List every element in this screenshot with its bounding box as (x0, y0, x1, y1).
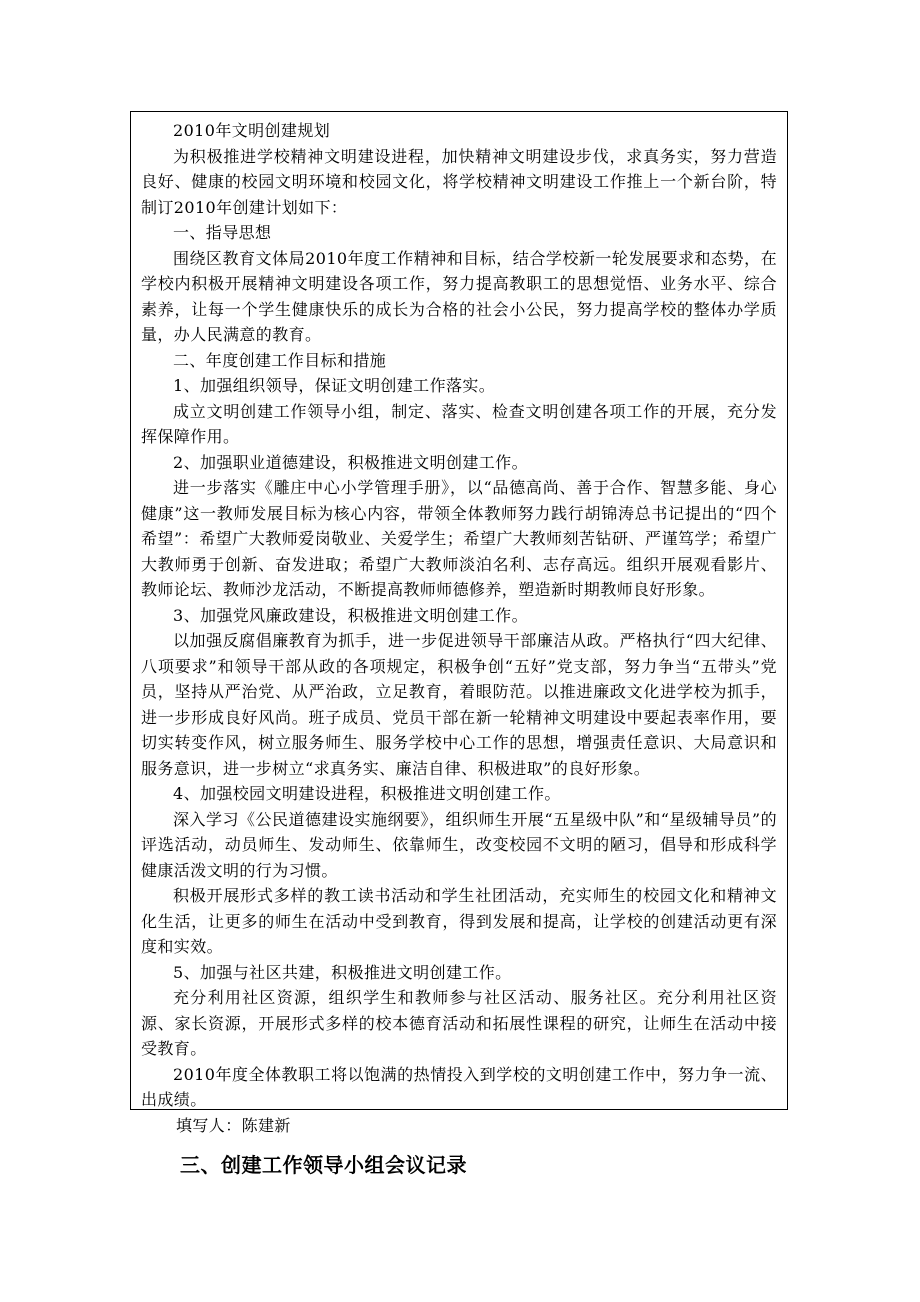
measure-4-heading: 4、加强校园文明建设进程，积极推进文明创建工作。 (173, 784, 561, 803)
doc-title: 2010年文明创建规划 (173, 121, 331, 140)
measure-2-paragraph: 进一步落实《雕庄中心小学管理手册》，以“品德高尚、善于合作、智慧多能、身心健康”这一教师发展目标为核心内容，带领全体教师努力践行胡锦涛总书记提出的“四个希望”：希望广大教师爱岗敬业、关爱学生；希望广大教师刻苦钻研、严谨笃学；希望广大教师勇于创新、奋发进取；希望广大教师淡泊名利、志存高远。组织开展观看影片、教师论坛、教师沙龙活动，不断提高教师师德修养，塑造新时期教师良好形象。 (141, 478, 777, 599)
measure-5-heading: 5、加强与社区共建，积极推进文明创建工作。 (173, 962, 512, 982)
section-heading-goals-measures: 二、年度创建工作目标和措施 (173, 350, 387, 370)
measure-4-paragraph-1: 深入学习《公民道德建设实施纲要》，组织师生开展“五星级中队”和“星级辅导员”的评选活动，动员师生、发动师生、依靠师生，改变校园不文明的陋习，倡导和形成科学健康活泼文明的行为习惯。 (141, 809, 777, 880)
signer-line: 填写人：陈建新 (176, 1116, 291, 1135)
section-heading-meeting-records: 三、创建工作领导小组会议记录 (180, 1153, 467, 1177)
intro-paragraph: 为积极推进学校精神文明建设进程，加快精神文明建设步伐，求真务实，努力营造良好、健康的校园文明环境和校园文化，将学校精神文明建设工作推上一个新台阶，特制订2010年创建计划如下： (141, 146, 777, 217)
measure-1-paragraph: 成立文明创建工作领导小组，制定、落实、检查文明创建各项工作的开展，充分发挥保障作用。 (141, 401, 777, 446)
measure-2-heading: 2、加强职业道德建设，积极推进文明创建工作。 (173, 452, 528, 472)
closing-paragraph: 2010年度全体教职工将以饱满的热情投入到学校的文明创建工作中，努力争一流、出成绩。 (141, 1064, 777, 1109)
section-heading-guiding-thought: 一、指导思想 (173, 223, 272, 242)
plan-table-cell (130, 111, 788, 1110)
measure-3-paragraph: 以加强反腐倡廉教育为抓手，进一步促进领导干部廉洁从政。严格执行“四大纪律、八项要求”和领导干部从政的各项规定，积极争创“五好”党支部，努力争当“五带头”党员，坚持从严治党、从严治政，立足教育，着眼防范。以推进廉政文化进学校为抓手，进一步形成良好风尚。班子成员、党员干部在新一轮精神文明建设中要起表率作用，要切实转变作风，树立服务师生、服务学校中心工作的思想，增强责任意识、大局意识和服务意识，进一步树立“求真务实、廉洁自律、积极进取”的良好形象。 (141, 631, 777, 778)
measure-4-paragraph-2: 积极开展形式多样的教工读书活动和学生社团活动，充实师生的校园文化和精神文化生活，让更多的师生在活动中受到教育，得到发展和提高，让学校的创建活动更有深度和实效。 (141, 886, 777, 956)
measure-3-heading: 3、加强党风廉政建设，积极推进文明创建工作。 (173, 605, 528, 625)
guiding-thought-paragraph: 围绕区教育文体局2010年度工作精神和目标，结合学校新一轮发展要求和态势，在学校内积极开展精神文明建设各项工作，努力提高教职工的思想觉悟、业务水平、综合素养，让每一个学生健康快乐的成长为合格的社会小公民，努力提高学校的整体办学质量，办人民满意的教育。 (141, 248, 777, 344)
measure-5-paragraph: 充分利用社区资源，组织学生和教师参与社区活动、服务社区。充分利用社区资源、家长资源，开展形式多样的校本德育活动和拓展性课程的研究，让师生在活动中接受教育。 (141, 988, 777, 1058)
measure-1-heading: 1、加强组织领导，保证文明创建工作落实。 (173, 376, 496, 395)
